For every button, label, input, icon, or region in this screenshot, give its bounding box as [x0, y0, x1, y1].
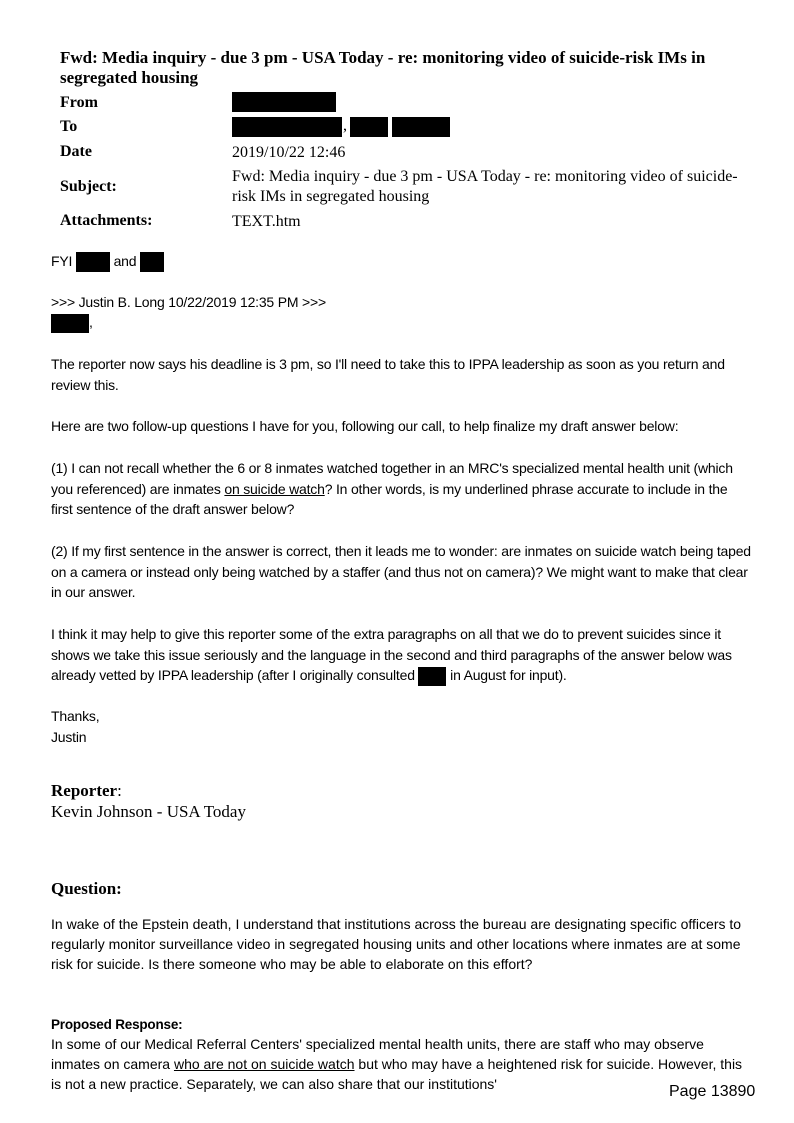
greeting-line — [51, 312, 751, 333]
fyi-and: and — [113, 253, 137, 269]
subject-title: Fwd: Media inquiry - due 3 pm - USA Today - re: monitoring video of suicide-risk IMs in segregated housing — [60, 48, 706, 87]
sign-name: Justin — [51, 729, 87, 745]
redacted-greeting — [51, 314, 89, 333]
header-from-label: From — [60, 94, 98, 111]
reporter-label: Reporter: — [51, 781, 122, 800]
fyi-line — [51, 251, 751, 272]
sign-thanks: Thanks, — [51, 708, 100, 724]
redacted-fyi-1 — [76, 252, 110, 272]
question-text: In wake of the Epstein death, I understand that institutions across the bureau are designating specific officers to regularly monitor surveillance video in segregated housing units and other locations where inmates are at some risk for suicide. Is there someone who may be able to elaborate on this effort? — [51, 916, 742, 972]
redacted-fyi-2 — [140, 252, 164, 272]
to-separator: , — [343, 117, 347, 134]
paragraph-followup: Here are two follow-up questions I have for you, following our call, to help finalize my draft answer below: — [51, 418, 679, 434]
forward-header: >>> Justin B. Long 10/22/2019 12:35 PM >>> — [51, 294, 326, 310]
paragraph-question-2: (2) If my first sentence in the answer is correct, then it leads me to wonder: are inmates on suicide watch being taped on a camera or instead only being watched by a staffer (and thus not on camera)? We might want to make that clear in our answer. — [51, 543, 751, 600]
paragraph-extra: I think it may help to give this reporter some of the extra paragraphs on all that we do to prevent suicides since it shows we take this issue seriously and the language in the second and third paragraphs of the answer below was already vetted by IPPA leadership (after I originally consulted in August for input). — [51, 624, 751, 686]
redacted-to-1 — [232, 117, 342, 137]
redacted-from — [232, 92, 336, 112]
underlined-phrase-response: who are not on suicide watch — [173, 1056, 355, 1072]
header-to-label: To — [60, 118, 78, 135]
underlined-phrase: on suicide watch — [224, 480, 325, 497]
redacted-to-3 — [392, 117, 450, 137]
paragraph-question-1: (1) I can not recall whether the 6 or 8 inmates watched together in an MRC's specialized mental health unit (which you referenced) are inmates on suicide watch? In other words, is my underlined phrase accurate to include in the first sentence of the draft answer below? — [51, 460, 733, 517]
header-date-label: Date — [60, 143, 92, 160]
reporter-name: Kevin Johnson - USA Today — [51, 802, 246, 821]
greeting-suffix: , — [89, 314, 93, 330]
header-attachments-value[interactable]: TEXT.htm — [232, 213, 301, 230]
proposed-response-text: In some of our Medical Referral Centers' specialized mental health units, there are staff who may observe inmates on camera who are not on suicide watch but who may have a heightened risk for suicide. However, this is not a new practice. Separately, we can also share that our institutions' — [51, 1036, 743, 1092]
proposed-response-label: Proposed Response: — [51, 1017, 183, 1032]
header-attachments-label: Attachments: — [60, 212, 153, 229]
fyi-prefix: FYI — [51, 253, 73, 269]
page-number: Page 13890 — [669, 1083, 756, 1100]
paragraph-deadline: The reporter now says his deadline is 3 pm, so I'll need to take this to IPPA leadership as soon as you return and review this. — [51, 356, 725, 393]
question-label: Question: — [51, 879, 122, 898]
redacted-consulted — [418, 667, 446, 686]
header-date-value: 2019/10/22 12:46 — [232, 144, 346, 161]
header-subject-value: Fwd: Media inquiry - due 3 pm - USA Today - re: monitoring video of suicide-risk IMs in segregated housing — [232, 168, 738, 205]
header-subject-label: Subject: — [60, 178, 117, 195]
redacted-to-2 — [350, 117, 388, 137]
